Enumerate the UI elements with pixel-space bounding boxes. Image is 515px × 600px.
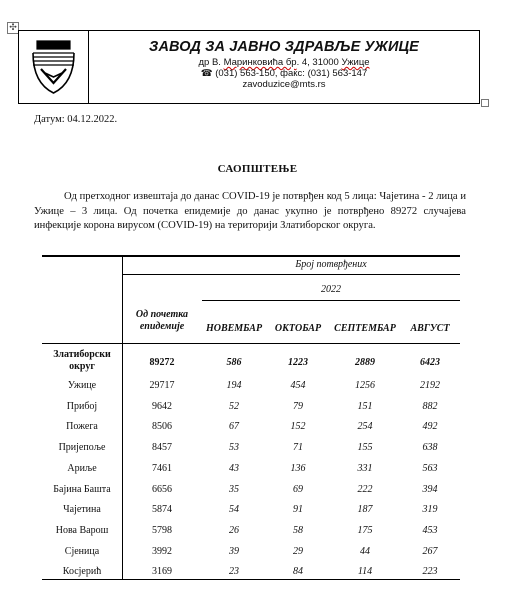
district-row-label: Пријепоље [58,442,106,454]
district-month-value: 453 [422,524,438,536]
table-top-rule [42,255,460,257]
total-row-label: Златиборски округ [53,349,111,372]
district-month-value: 331 [357,462,373,474]
district-since-start: 8506 [152,421,172,433]
email-line: zavoduzice@mts.rs [242,79,326,90]
district-since-start: 9642 [152,400,172,412]
district-month-value: 69 [293,483,303,495]
table-group-rule [122,274,460,275]
table-bottom-rule [42,579,460,580]
district-row-label: Ариље [67,462,97,474]
col-month-header: НОВЕМБАР [205,323,263,334]
district-month-value: 52 [229,400,239,412]
district-month-value: 44 [360,545,370,557]
phone-line: ☎ (031) 563-150, факс: (031) 563-147 [200,68,368,79]
district-month-value: 136 [290,462,306,474]
institute-logo-icon [19,31,88,103]
district-month-value: 175 [357,524,373,536]
district-month-value: 454 [290,380,306,391]
district-row-label: Косјерић [62,566,102,578]
district-row-label: Бајина Башта [53,483,111,495]
total-since-start: 89272 [149,357,175,368]
col-month-header: АВГУСТ [410,323,450,334]
district-since-start: 29717 [149,380,175,391]
document-title: САОПШТЕЊЕ [217,163,298,175]
district-month-value: 53 [229,442,239,454]
district-month-value: 23 [229,566,239,578]
table-resize-handle[interactable] [481,99,489,107]
district-month-value: 91 [293,504,303,516]
district-month-value: 222 [357,483,373,495]
district-row-label: Прибој [66,400,98,412]
table-year-rule [202,300,460,301]
district-month-value: 58 [293,524,303,536]
organization-name: ЗАВОД ЗА ЈАВНО ЗДРАВЉЕ УЖИЦЕ [149,39,419,55]
district-row-label: Пожега [66,421,98,433]
covid-cases-table [42,255,460,580]
district-month-value: 152 [290,421,306,433]
district-month-value: 67 [229,421,239,433]
total-month-value: 1223 [288,357,308,368]
district-month-value: 2192 [420,380,440,391]
table-move-handle[interactable]: ✣ [7,22,19,34]
announcement-paragraph: Од претходног извештаја до данас COVID-19 је потврђен код 5 лица: Чајетина - 2 лица и Ужице – 3 лица. Од почетка епидемије до данас укупно је потврђено 89272 случајева инфекције корона вирусом (COVID-19) на територији Златиборског округа. [34,191,466,232]
total-month-value: 2889 [355,357,375,368]
district-month-value: 882 [422,400,438,412]
address-line: др В. Маринковића бр. 4, 31000 Ужице [198,57,370,68]
district-month-value: 267 [422,545,438,557]
district-since-start: 5874 [152,504,172,516]
total-month-value: 586 [226,357,242,368]
col-since-start-header: Од почетка епидемије [135,309,189,332]
district-month-value: 26 [229,524,239,536]
district-month-value: 54 [229,504,239,516]
district-month-value: 79 [293,400,303,412]
letterhead [18,30,480,104]
district-month-value: 254 [357,421,373,433]
district-since-start: 8457 [152,442,172,454]
institute-logo [19,31,89,103]
district-month-value: 71 [293,442,303,454]
district-row-label: Ужице [67,380,97,391]
district-month-value: 39 [229,545,239,557]
district-month-value: 151 [357,400,373,412]
district-month-value: 223 [422,566,438,578]
col-month-header: СЕПТЕМБАР [334,323,396,334]
group-header: Број потврђених [295,259,367,270]
district-row-label: Чајетина [63,504,101,516]
total-month-value: 6423 [420,357,440,368]
district-month-value: 638 [422,442,438,454]
district-month-value: 29 [293,545,303,557]
district-month-value: 35 [229,483,239,495]
col-month-header: ОКТОБАР [274,323,322,334]
district-month-value: 187 [357,504,373,516]
letterhead-text [89,31,479,103]
district-row-label: Нова Варош [55,524,109,536]
phone-icon: ☎ [200,68,213,79]
district-month-value: 1256 [355,380,375,391]
district-since-start: 3169 [152,566,172,578]
district-month-value: 492 [422,421,438,433]
district-month-value: 155 [357,442,373,454]
district-month-value: 194 [226,380,242,391]
district-month-value: 84 [293,566,303,578]
district-since-start: 3992 [152,545,172,557]
date-label: Датум: 04.12.2022. [34,114,118,125]
district-since-start: 5798 [152,524,172,536]
district-since-start: 6656 [152,483,172,495]
table-header-rule [42,343,460,344]
district-month-value: 319 [422,504,438,516]
district-month-value: 394 [422,483,438,495]
district-month-value: 563 [422,462,438,474]
district-since-start: 7461 [152,462,172,474]
year-header: 2022 [321,284,341,295]
district-month-value: 43 [229,462,239,474]
district-month-value: 114 [357,566,373,578]
district-row-label: Сјеница [64,545,100,557]
